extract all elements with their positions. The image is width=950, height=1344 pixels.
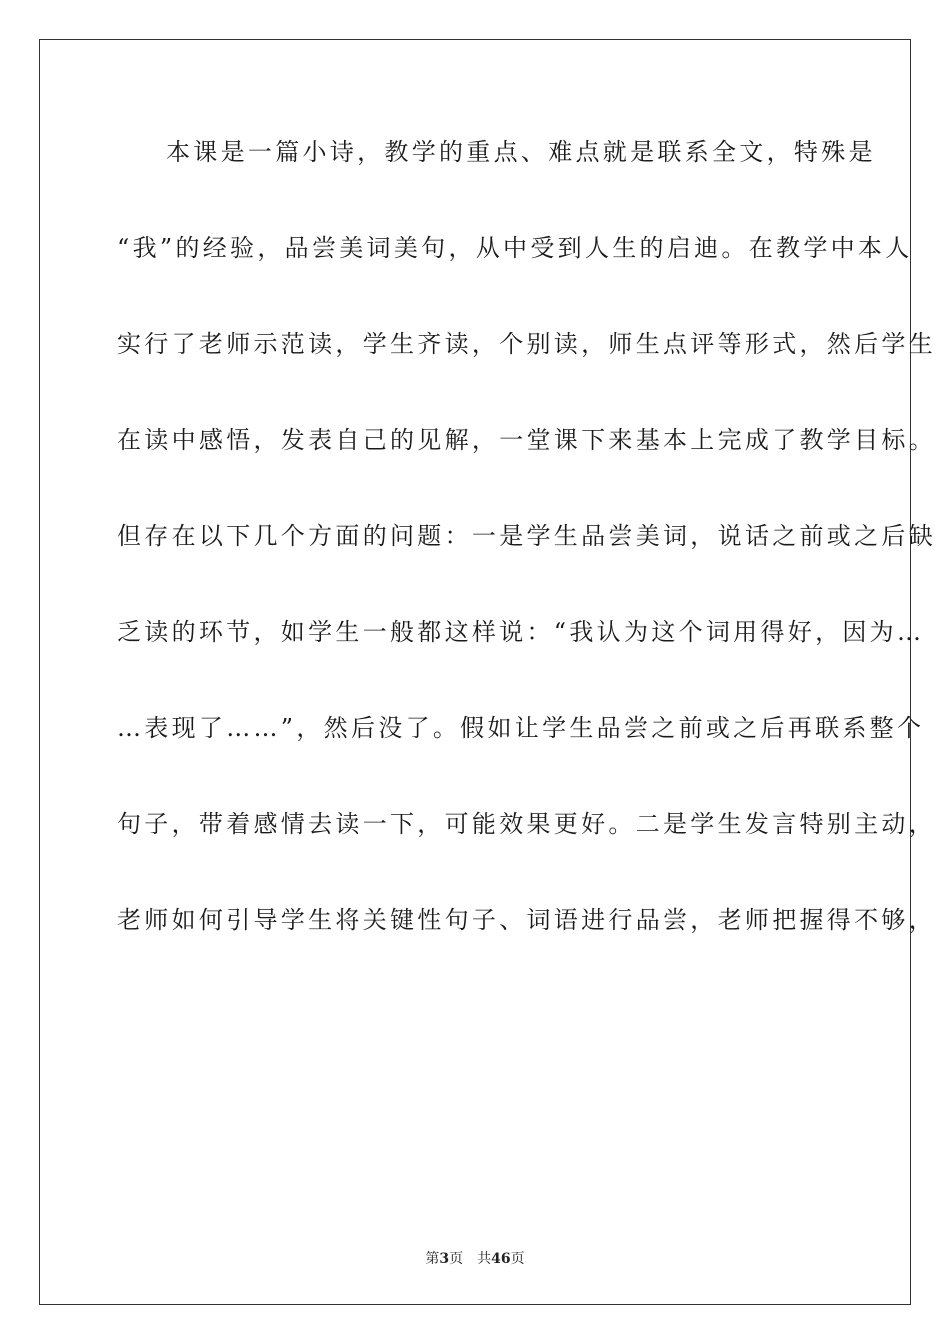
page-footer: [0, 1248, 950, 1268]
total-pages: 46: [491, 1251, 511, 1267]
paragraph-line: …表现了……”，然后没了。假如让学生品尝之前或之后再联系整个: [117, 714, 925, 742]
paragraph-line: 本课是一篇小诗，教学的重点、难点就是联系全文，特殊是: [166, 138, 876, 166]
paragraph-line: 句子，带着感情去读一下，可能效果更好。二是学生发言特别主动，: [117, 810, 936, 838]
document-body: [117, 126, 936, 990]
page-suffix: 页: [449, 1251, 464, 1267]
paragraph-line: “我”的经验，品尝美词美句，从中受到人生的启迪。在教学中本人: [117, 234, 913, 262]
page-prefix: 第: [425, 1251, 440, 1267]
total-suffix: 页: [510, 1251, 525, 1267]
paragraph-line: 但存在以下几个方面的问题：一是学生品尝美词，说话之前或之后缺: [117, 522, 936, 550]
paragraph-line: 乏读的环节，如学生一般都这样说：“我认为这个词用得好，因为…: [117, 618, 925, 646]
page-number: 3: [439, 1251, 450, 1267]
paragraph-line: 在读中感悟，发表自己的见解，一堂课下来基本上完成了教学目标。: [117, 426, 936, 454]
paragraph-line: 实行了老师示范读，学生齐读，个别读，师生点评等形式，然后学生: [117, 330, 936, 358]
total-prefix: 共: [477, 1251, 492, 1267]
paragraph-line: 老师如何引导学生将关键性句子、词语进行品尝，老师把握得不够，: [117, 906, 936, 934]
